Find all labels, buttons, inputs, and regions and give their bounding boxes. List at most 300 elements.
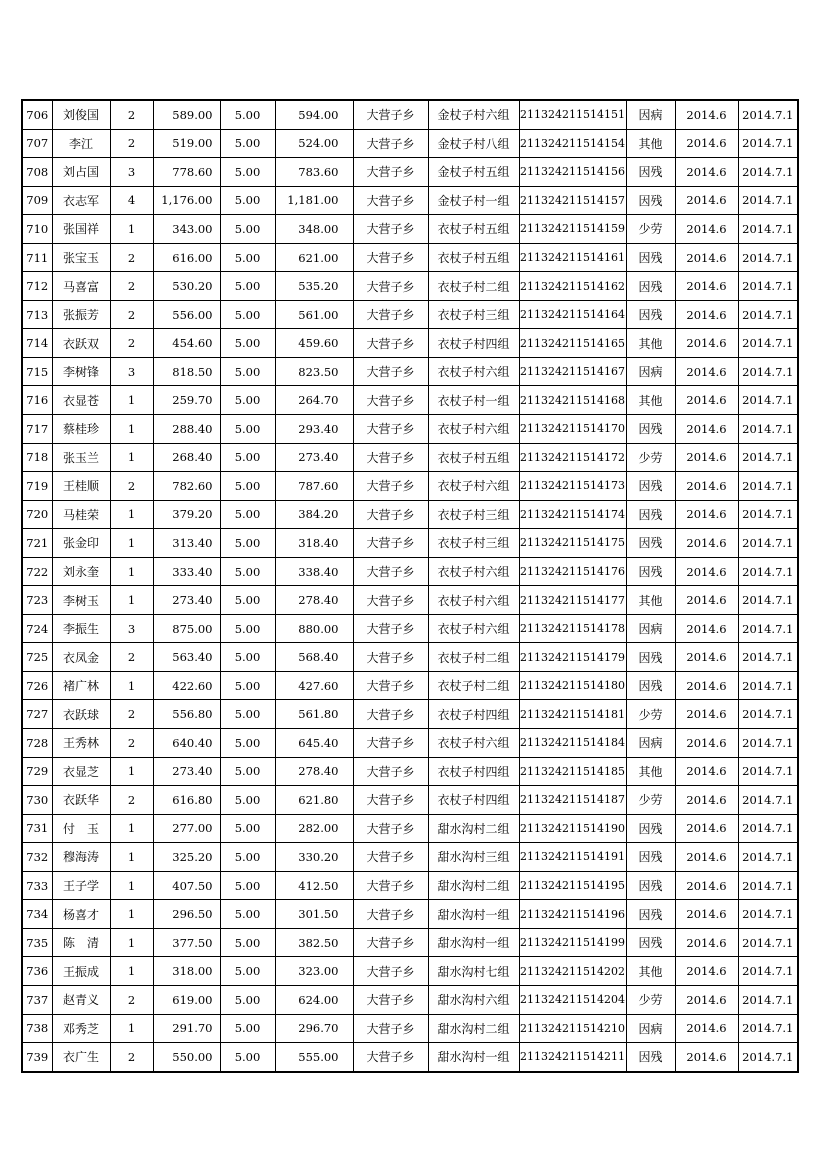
cell-id-number: 211324211514172 (519, 443, 626, 472)
table-row (22, 100, 798, 129)
cell-start-date: 2014.6 (675, 357, 738, 386)
cell-amount: 616.80 (153, 786, 220, 815)
cell-township: 大营子乡 (353, 643, 428, 672)
cell-total: 621.80 (275, 786, 353, 815)
table-row (22, 129, 798, 158)
cell-issue-date: 2014.7.1 (738, 529, 798, 558)
cell-amount: 454.60 (153, 329, 220, 358)
cell-issue-date: 2014.7.1 (738, 871, 798, 900)
cell-id-number: 211324211514199 (519, 928, 626, 957)
cell-start-date: 2014.6 (675, 186, 738, 215)
cell-start-date: 2014.6 (675, 729, 738, 758)
table-row (22, 500, 798, 529)
cell-start-date: 2014.6 (675, 757, 738, 786)
cell-amount: 556.80 (153, 700, 220, 729)
cell-amount: 325.20 (153, 843, 220, 872)
cell-total: 318.40 (275, 529, 353, 558)
cell-total: 561.80 (275, 700, 353, 729)
cell-start-date: 2014.6 (675, 500, 738, 529)
cell-id-number: 211324211514195 (519, 871, 626, 900)
cell-name: 刘占国 (52, 158, 110, 187)
cell-amount: 291.70 (153, 1014, 220, 1043)
cell-amount: 818.50 (153, 357, 220, 386)
cell-village-group: 衣杖子村六组 (428, 586, 519, 615)
cell-amount: 556.00 (153, 300, 220, 329)
cell-reason: 因病 (626, 1014, 675, 1043)
cell-household-size: 3 (110, 158, 153, 187)
table-row (22, 557, 798, 586)
cell-issue-date: 2014.7.1 (738, 500, 798, 529)
cell-issue-date: 2014.7.1 (738, 700, 798, 729)
cell-township: 大营子乡 (353, 614, 428, 643)
cell-row-number: 731 (22, 814, 52, 843)
cell-village-group: 衣杖子村三组 (428, 500, 519, 529)
cell-row-number: 726 (22, 671, 52, 700)
cell-issue-date: 2014.7.1 (738, 386, 798, 415)
cell-allowance: 5.00 (220, 786, 275, 815)
cell-total: 282.00 (275, 814, 353, 843)
cell-village-group: 甜水沟村二组 (428, 814, 519, 843)
cell-village-group: 甜水沟村一组 (428, 1043, 519, 1072)
cell-township: 大营子乡 (353, 1043, 428, 1072)
cell-village-group: 金杖子村八组 (428, 129, 519, 158)
cell-township: 大营子乡 (353, 443, 428, 472)
cell-total: 278.40 (275, 586, 353, 615)
cell-row-number: 710 (22, 215, 52, 244)
cell-reason: 因残 (626, 643, 675, 672)
cell-issue-date: 2014.7.1 (738, 357, 798, 386)
cell-reason: 因病 (626, 729, 675, 758)
cell-id-number: 211324211514175 (519, 529, 626, 558)
cell-township: 大营子乡 (353, 871, 428, 900)
cell-total: 555.00 (275, 1043, 353, 1072)
cell-township: 大营子乡 (353, 1014, 428, 1043)
cell-issue-date: 2014.7.1 (738, 1014, 798, 1043)
cell-id-number: 211324211514184 (519, 729, 626, 758)
cell-issue-date: 2014.7.1 (738, 243, 798, 272)
table-row (22, 671, 798, 700)
cell-village-group: 金杖子村一组 (428, 186, 519, 215)
cell-start-date: 2014.6 (675, 529, 738, 558)
cell-township: 大营子乡 (353, 557, 428, 586)
cell-id-number: 211324211514174 (519, 500, 626, 529)
table-row (22, 985, 798, 1014)
cell-amount: 778.60 (153, 158, 220, 187)
table-row (22, 300, 798, 329)
cell-township: 大营子乡 (353, 928, 428, 957)
cell-village-group: 衣杖子村三组 (428, 300, 519, 329)
cell-allowance: 5.00 (220, 415, 275, 444)
table-row (22, 928, 798, 957)
cell-allowance: 5.00 (220, 329, 275, 358)
table-row (22, 700, 798, 729)
cell-name: 衣志军 (52, 186, 110, 215)
cell-start-date: 2014.6 (675, 814, 738, 843)
cell-issue-date: 2014.7.1 (738, 928, 798, 957)
cell-household-size: 4 (110, 186, 153, 215)
cell-village-group: 衣杖子村五组 (428, 243, 519, 272)
cell-row-number: 723 (22, 586, 52, 615)
cell-name: 李树锋 (52, 357, 110, 386)
cell-reason: 因残 (626, 814, 675, 843)
cell-amount: 519.00 (153, 129, 220, 158)
cell-household-size: 1 (110, 386, 153, 415)
cell-name: 赵青义 (52, 985, 110, 1014)
cell-row-number: 709 (22, 186, 52, 215)
cell-total: 459.60 (275, 329, 353, 358)
cell-name: 张金印 (52, 529, 110, 558)
cell-start-date: 2014.6 (675, 158, 738, 187)
cell-household-size: 1 (110, 957, 153, 986)
table-row (22, 1014, 798, 1043)
cell-total: 323.00 (275, 957, 353, 986)
cell-township: 大营子乡 (353, 729, 428, 758)
cell-amount: 550.00 (153, 1043, 220, 1072)
data-table (21, 99, 799, 1073)
cell-reason: 其他 (626, 129, 675, 158)
cell-amount: 318.00 (153, 957, 220, 986)
table-row (22, 443, 798, 472)
cell-village-group: 衣杖子村四组 (428, 700, 519, 729)
cell-issue-date: 2014.7.1 (738, 614, 798, 643)
cell-row-number: 732 (22, 843, 52, 872)
cell-id-number: 211324211514154 (519, 129, 626, 158)
cell-name: 李树玉 (52, 586, 110, 615)
cell-issue-date: 2014.7.1 (738, 1043, 798, 1072)
cell-reason: 因残 (626, 1043, 675, 1072)
cell-row-number: 720 (22, 500, 52, 529)
cell-name: 李振生 (52, 614, 110, 643)
cell-name: 张玉兰 (52, 443, 110, 472)
cell-allowance: 5.00 (220, 900, 275, 929)
cell-start-date: 2014.6 (675, 928, 738, 957)
cell-start-date: 2014.6 (675, 643, 738, 672)
cell-name: 衣凤金 (52, 643, 110, 672)
cell-allowance: 5.00 (220, 814, 275, 843)
cell-household-size: 2 (110, 243, 153, 272)
cell-amount: 589.00 (153, 100, 220, 129)
cell-row-number: 718 (22, 443, 52, 472)
cell-row-number: 729 (22, 757, 52, 786)
cell-issue-date: 2014.7.1 (738, 557, 798, 586)
cell-issue-date: 2014.7.1 (738, 158, 798, 187)
cell-township: 大营子乡 (353, 957, 428, 986)
cell-reason: 因残 (626, 671, 675, 700)
cell-reason: 因残 (626, 928, 675, 957)
cell-allowance: 5.00 (220, 557, 275, 586)
cell-issue-date: 2014.7.1 (738, 814, 798, 843)
cell-allowance: 5.00 (220, 586, 275, 615)
cell-row-number: 715 (22, 357, 52, 386)
cell-name: 衣跃球 (52, 700, 110, 729)
cell-reason: 因残 (626, 272, 675, 301)
cell-allowance: 5.00 (220, 1014, 275, 1043)
cell-start-date: 2014.6 (675, 415, 738, 444)
cell-row-number: 739 (22, 1043, 52, 1072)
cell-household-size: 1 (110, 529, 153, 558)
cell-total: 624.00 (275, 985, 353, 1014)
cell-name: 衣广生 (52, 1043, 110, 1072)
cell-total: 561.00 (275, 300, 353, 329)
cell-village-group: 甜水沟村一组 (428, 900, 519, 929)
cell-amount: 277.00 (153, 814, 220, 843)
cell-start-date: 2014.6 (675, 557, 738, 586)
cell-row-number: 708 (22, 158, 52, 187)
cell-village-group: 衣杖子村六组 (428, 614, 519, 643)
cell-issue-date: 2014.7.1 (738, 757, 798, 786)
cell-start-date: 2014.6 (675, 329, 738, 358)
cell-township: 大营子乡 (353, 158, 428, 187)
cell-amount: 407.50 (153, 871, 220, 900)
cell-village-group: 衣杖子村二组 (428, 272, 519, 301)
cell-allowance: 5.00 (220, 529, 275, 558)
cell-reason: 少劳 (626, 985, 675, 1014)
cell-allowance: 5.00 (220, 1043, 275, 1072)
cell-village-group: 金杖子村五组 (428, 158, 519, 187)
cell-reason: 少劳 (626, 443, 675, 472)
cell-total: 338.40 (275, 557, 353, 586)
cell-name: 邓秀芝 (52, 1014, 110, 1043)
cell-household-size: 1 (110, 415, 153, 444)
cell-village-group: 甜水沟村二组 (428, 871, 519, 900)
cell-allowance: 5.00 (220, 272, 275, 301)
cell-name: 李江 (52, 129, 110, 158)
cell-total: 293.40 (275, 415, 353, 444)
cell-amount: 273.40 (153, 757, 220, 786)
cell-issue-date: 2014.7.1 (738, 186, 798, 215)
cell-amount: 782.60 (153, 472, 220, 501)
cell-township: 大营子乡 (353, 671, 428, 700)
cell-village-group: 衣杖子村一组 (428, 386, 519, 415)
cell-township: 大营子乡 (353, 586, 428, 615)
cell-start-date: 2014.6 (675, 300, 738, 329)
cell-reason: 其他 (626, 757, 675, 786)
cell-reason: 因病 (626, 357, 675, 386)
cell-amount: 640.40 (153, 729, 220, 758)
cell-allowance: 5.00 (220, 928, 275, 957)
cell-total: 568.40 (275, 643, 353, 672)
cell-amount: 619.00 (153, 985, 220, 1014)
cell-id-number: 211324211514191 (519, 843, 626, 872)
cell-township: 大营子乡 (353, 357, 428, 386)
table-row (22, 186, 798, 215)
cell-total: 330.20 (275, 843, 353, 872)
table-row (22, 643, 798, 672)
cell-village-group: 甜水沟村三组 (428, 843, 519, 872)
cell-village-group: 衣杖子村三组 (428, 529, 519, 558)
cell-issue-date: 2014.7.1 (738, 300, 798, 329)
cell-start-date: 2014.6 (675, 671, 738, 700)
cell-issue-date: 2014.7.1 (738, 729, 798, 758)
cell-id-number: 211324211514164 (519, 300, 626, 329)
cell-id-number: 211324211514180 (519, 671, 626, 700)
cell-issue-date: 2014.7.1 (738, 443, 798, 472)
cell-village-group: 衣杖子村六组 (428, 557, 519, 586)
table-row (22, 757, 798, 786)
cell-allowance: 5.00 (220, 357, 275, 386)
cell-township: 大营子乡 (353, 900, 428, 929)
cell-row-number: 707 (22, 129, 52, 158)
cell-amount: 333.40 (153, 557, 220, 586)
cell-household-size: 2 (110, 129, 153, 158)
cell-start-date: 2014.6 (675, 900, 738, 929)
cell-id-number: 211324211514181 (519, 700, 626, 729)
cell-name: 王振成 (52, 957, 110, 986)
table-row (22, 215, 798, 244)
cell-id-number: 211324211514177 (519, 586, 626, 615)
table-row (22, 729, 798, 758)
cell-allowance: 5.00 (220, 729, 275, 758)
cell-village-group: 衣杖子村四组 (428, 757, 519, 786)
cell-issue-date: 2014.7.1 (738, 472, 798, 501)
cell-village-group: 衣杖子村四组 (428, 786, 519, 815)
cell-id-number: 211324211514202 (519, 957, 626, 986)
cell-allowance: 5.00 (220, 243, 275, 272)
cell-village-group: 甜水沟村七组 (428, 957, 519, 986)
cell-village-group: 衣杖子村二组 (428, 671, 519, 700)
cell-township: 大营子乡 (353, 472, 428, 501)
cell-amount: 296.50 (153, 900, 220, 929)
cell-reason: 因残 (626, 871, 675, 900)
cell-start-date: 2014.6 (675, 100, 738, 129)
cell-village-group: 衣杖子村五组 (428, 443, 519, 472)
cell-issue-date: 2014.7.1 (738, 586, 798, 615)
cell-allowance: 5.00 (220, 500, 275, 529)
cell-township: 大营子乡 (353, 129, 428, 158)
cell-issue-date: 2014.7.1 (738, 671, 798, 700)
cell-id-number: 211324211514161 (519, 243, 626, 272)
cell-township: 大营子乡 (353, 186, 428, 215)
cell-amount: 422.60 (153, 671, 220, 700)
cell-name: 陈 清 (52, 928, 110, 957)
cell-id-number: 211324211514170 (519, 415, 626, 444)
cell-village-group: 衣杖子村二组 (428, 643, 519, 672)
cell-name: 马桂荣 (52, 500, 110, 529)
cell-id-number: 211324211514159 (519, 215, 626, 244)
cell-reason: 因残 (626, 300, 675, 329)
cell-allowance: 5.00 (220, 129, 275, 158)
cell-total: 427.60 (275, 671, 353, 700)
cell-id-number: 211324211514211 (519, 1043, 626, 1072)
cell-total: 621.00 (275, 243, 353, 272)
cell-name: 蔡桂珍 (52, 415, 110, 444)
cell-household-size: 2 (110, 786, 153, 815)
cell-id-number: 211324211514179 (519, 643, 626, 672)
cell-amount: 313.40 (153, 529, 220, 558)
table-row (22, 814, 798, 843)
cell-allowance: 5.00 (220, 700, 275, 729)
cell-row-number: 736 (22, 957, 52, 986)
table-row (22, 786, 798, 815)
cell-amount: 616.00 (153, 243, 220, 272)
cell-household-size: 1 (110, 928, 153, 957)
cell-total: 1,181.00 (275, 186, 353, 215)
cell-household-size: 3 (110, 614, 153, 643)
cell-row-number: 713 (22, 300, 52, 329)
cell-start-date: 2014.6 (675, 443, 738, 472)
cell-allowance: 5.00 (220, 443, 275, 472)
cell-row-number: 711 (22, 243, 52, 272)
cell-amount: 530.20 (153, 272, 220, 301)
cell-village-group: 甜水沟村二组 (428, 1014, 519, 1043)
cell-start-date: 2014.6 (675, 129, 738, 158)
cell-village-group: 甜水沟村六组 (428, 985, 519, 1014)
cell-id-number: 211324211514167 (519, 357, 626, 386)
cell-reason: 因残 (626, 158, 675, 187)
cell-household-size: 2 (110, 643, 153, 672)
cell-id-number: 211324211514178 (519, 614, 626, 643)
cell-start-date: 2014.6 (675, 985, 738, 1014)
cell-start-date: 2014.6 (675, 586, 738, 615)
cell-total: 296.70 (275, 1014, 353, 1043)
cell-township: 大营子乡 (353, 329, 428, 358)
cell-name: 衣显芝 (52, 757, 110, 786)
cell-name: 王秀林 (52, 729, 110, 758)
table-row (22, 586, 798, 615)
table-row (22, 357, 798, 386)
cell-total: 412.50 (275, 871, 353, 900)
cell-township: 大营子乡 (353, 415, 428, 444)
cell-id-number: 211324211514157 (519, 186, 626, 215)
cell-amount: 875.00 (153, 614, 220, 643)
cell-amount: 563.40 (153, 643, 220, 672)
cell-id-number: 211324211514176 (519, 557, 626, 586)
cell-allowance: 5.00 (220, 100, 275, 129)
cell-row-number: 716 (22, 386, 52, 415)
cell-start-date: 2014.6 (675, 871, 738, 900)
cell-total: 264.70 (275, 386, 353, 415)
cell-start-date: 2014.6 (675, 786, 738, 815)
cell-household-size: 1 (110, 443, 153, 472)
cell-reason: 其他 (626, 386, 675, 415)
cell-total: 382.50 (275, 928, 353, 957)
cell-id-number: 211324211514165 (519, 329, 626, 358)
table-row (22, 1043, 798, 1072)
cell-allowance: 5.00 (220, 186, 275, 215)
cell-id-number: 211324211514185 (519, 757, 626, 786)
cell-township: 大营子乡 (353, 500, 428, 529)
cell-start-date: 2014.6 (675, 700, 738, 729)
cell-household-size: 2 (110, 329, 153, 358)
cell-issue-date: 2014.7.1 (738, 843, 798, 872)
cell-allowance: 5.00 (220, 643, 275, 672)
cell-row-number: 733 (22, 871, 52, 900)
cell-township: 大营子乡 (353, 843, 428, 872)
cell-row-number: 730 (22, 786, 52, 815)
cell-household-size: 2 (110, 1043, 153, 1072)
cell-allowance: 5.00 (220, 158, 275, 187)
cell-reason: 少劳 (626, 215, 675, 244)
cell-household-size: 2 (110, 729, 153, 758)
cell-start-date: 2014.6 (675, 843, 738, 872)
cell-row-number: 738 (22, 1014, 52, 1043)
cell-name: 付 玉 (52, 814, 110, 843)
cell-allowance: 5.00 (220, 757, 275, 786)
cell-township: 大营子乡 (353, 786, 428, 815)
cell-allowance: 5.00 (220, 300, 275, 329)
cell-reason: 少劳 (626, 786, 675, 815)
cell-allowance: 5.00 (220, 871, 275, 900)
cell-start-date: 2014.6 (675, 243, 738, 272)
cell-total: 301.50 (275, 900, 353, 929)
cell-amount: 377.50 (153, 928, 220, 957)
cell-allowance: 5.00 (220, 843, 275, 872)
cell-reason: 因残 (626, 186, 675, 215)
cell-township: 大营子乡 (353, 757, 428, 786)
cell-household-size: 1 (110, 500, 153, 529)
cell-name: 张宝玉 (52, 243, 110, 272)
cell-row-number: 734 (22, 900, 52, 929)
